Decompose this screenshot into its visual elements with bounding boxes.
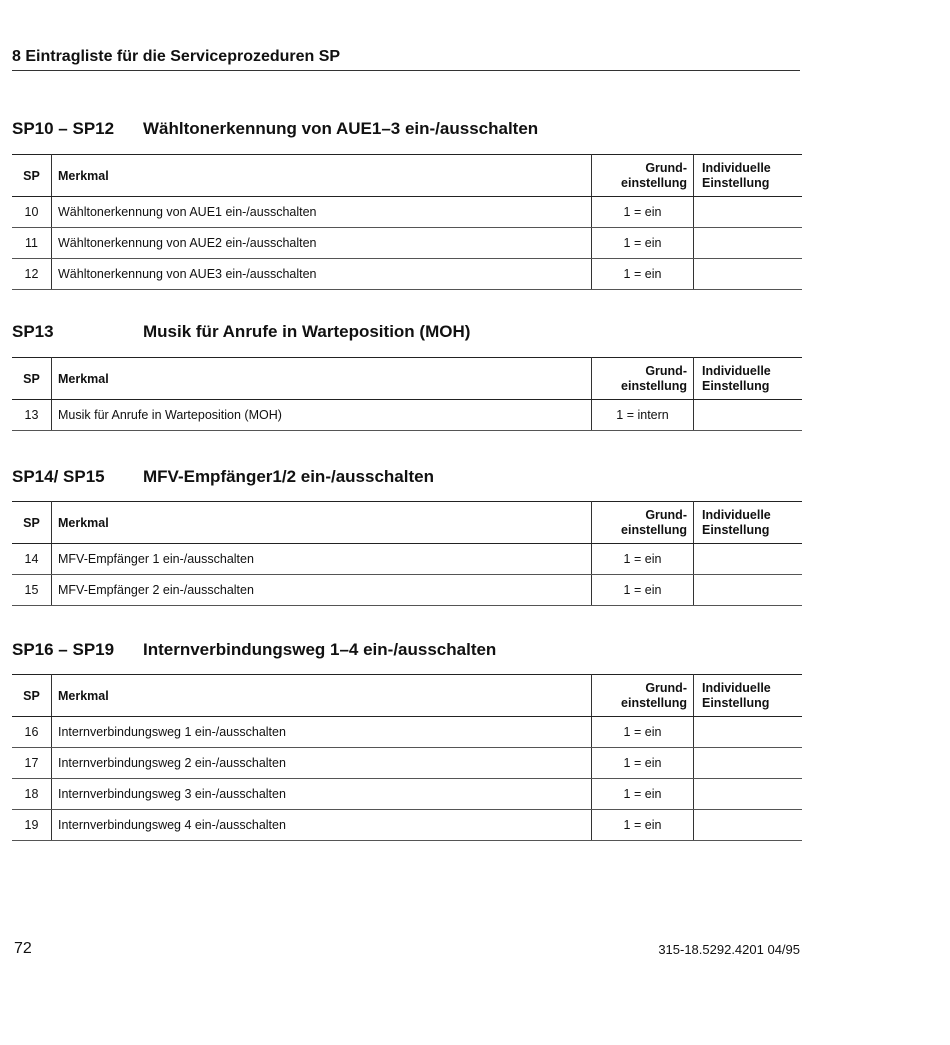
cell-sp: 10 <box>12 197 52 228</box>
table-row <box>12 748 802 779</box>
cell-sp: 18 <box>12 779 52 810</box>
section-title <box>12 119 802 143</box>
table-header-row <box>12 155 802 197</box>
cell-individuelle-einstellung[interactable] <box>694 400 803 431</box>
section-name: Musik für Anrufe in Warteposition (MOH) <box>143 322 471 341</box>
cell-individuelle-einstellung[interactable] <box>694 810 803 841</box>
cell-sp: 19 <box>12 810 52 841</box>
table-row <box>12 779 802 810</box>
section-code: SP13 <box>12 322 54 341</box>
col-header-grundeinstellung: Grund- einstellung <box>592 155 694 197</box>
cell-merkmal: Wähltonerkennung von AUE2 ein-/ausschalten <box>52 228 592 259</box>
table-header-row <box>12 358 802 400</box>
settings-table <box>12 154 802 290</box>
section-title <box>12 322 802 346</box>
table-row <box>12 575 802 606</box>
cell-merkmal: Internverbindungsweg 2 ein-/ausschalten <box>52 748 592 779</box>
cell-individuelle-einstellung[interactable] <box>694 259 803 290</box>
col-header-individuelle: Individuelle Einstellung <box>694 675 803 717</box>
col-header-sp: SP <box>12 358 52 400</box>
cell-sp: 14 <box>12 544 52 575</box>
section-title <box>12 640 802 664</box>
section-code: SP16 – SP19 <box>12 640 115 659</box>
section-sp14-sp15 <box>12 467 802 606</box>
section-sp13 <box>12 322 802 431</box>
col-header-merkmal: Merkmal <box>52 155 592 197</box>
cell-sp: 11 <box>12 228 52 259</box>
cell-merkmal: Musik für Anrufe in Warteposition (MOH) <box>52 400 592 431</box>
cell-grundeinstellung: 1 = ein <box>592 779 694 810</box>
cell-sp: 12 <box>12 259 52 290</box>
col-header-merkmal: Merkmal <box>52 675 592 717</box>
table-row <box>12 259 802 290</box>
section-name: Wähltonerkennung von AUE1–3 ein-/ausschalten <box>143 119 539 138</box>
cell-grundeinstellung: 1 = ein <box>592 810 694 841</box>
cell-individuelle-einstellung[interactable] <box>694 779 803 810</box>
settings-table <box>12 501 802 606</box>
cell-grundeinstellung: 1 = ein <box>592 228 694 259</box>
col-header-grundeinstellung: Grund- einstellung <box>592 358 694 400</box>
table-header-row <box>12 675 802 717</box>
cell-merkmal: Wähltonerkennung von AUE3 ein-/ausschalten <box>52 259 592 290</box>
table-row <box>12 197 802 228</box>
cell-merkmal: Internverbindungsweg 4 ein-/ausschalten <box>52 810 592 841</box>
cell-merkmal: MFV-Empfänger 2 ein-/ausschalten <box>52 575 592 606</box>
col-header-sp: SP <box>12 675 52 717</box>
col-header-individuelle: Individuelle Einstellung <box>694 358 803 400</box>
table-row <box>12 810 802 841</box>
section-name: MFV-Empfänger1/2 ein-/ausschalten <box>143 467 434 486</box>
cell-individuelle-einstellung[interactable] <box>694 544 803 575</box>
table-row <box>12 400 802 431</box>
table-row <box>12 544 802 575</box>
cell-sp: 13 <box>12 400 52 431</box>
cell-merkmal: Internverbindungsweg 3 ein-/ausschalten <box>52 779 592 810</box>
cell-individuelle-einstellung[interactable] <box>694 717 803 748</box>
section-name: Internverbindungsweg 1–4 ein-/ausschalten <box>143 640 497 659</box>
settings-table <box>12 674 802 841</box>
section-title <box>12 467 802 491</box>
cell-sp: 17 <box>12 748 52 779</box>
section-sp16-sp19 <box>12 640 802 841</box>
cell-grundeinstellung: 1 = ein <box>592 717 694 748</box>
cell-individuelle-einstellung[interactable] <box>694 748 803 779</box>
cell-grundeinstellung: 1 = ein <box>592 259 694 290</box>
col-header-grundeinstellung: Grund- einstellung <box>592 675 694 717</box>
cell-grundeinstellung: 1 = ein <box>592 544 694 575</box>
document-code: 315-18.5292.4201 04/95 <box>658 942 800 957</box>
cell-grundeinstellung: 1 = ein <box>592 748 694 779</box>
cell-merkmal: Internverbindungsweg 1 ein-/ausschalten <box>52 717 592 748</box>
table-row <box>12 228 802 259</box>
col-header-merkmal: Merkmal <box>52 358 592 400</box>
section-code: SP10 – SP12 <box>12 119 115 138</box>
table-row <box>12 717 802 748</box>
col-header-individuelle: Individuelle Einstellung <box>694 155 803 197</box>
col-header-grundeinstellung: Grund- einstellung <box>592 502 694 544</box>
col-header-individuelle: Individuelle Einstellung <box>694 502 803 544</box>
page-header: 8 Eintragliste für die Serviceprozeduren SP <box>12 48 800 71</box>
settings-table <box>12 357 802 431</box>
section-code: SP14/ SP15 <box>12 467 105 486</box>
cell-grundeinstellung: 1 = ein <box>592 575 694 606</box>
col-header-merkmal: Merkmal <box>52 502 592 544</box>
section-sp10-sp12 <box>12 119 802 290</box>
page-number: 72 <box>14 940 32 957</box>
col-header-sp: SP <box>12 155 52 197</box>
cell-individuelle-einstellung[interactable] <box>694 197 803 228</box>
col-header-sp: SP <box>12 502 52 544</box>
cell-grundeinstellung: 1 = ein <box>592 197 694 228</box>
cell-merkmal: MFV-Empfänger 1 ein-/ausschalten <box>52 544 592 575</box>
cell-individuelle-einstellung[interactable] <box>694 575 803 606</box>
cell-sp: 16 <box>12 717 52 748</box>
table-header-row <box>12 502 802 544</box>
cell-individuelle-einstellung[interactable] <box>694 228 803 259</box>
cell-merkmal: Wähltonerkennung von AUE1 ein-/ausschalten <box>52 197 592 228</box>
cell-sp: 15 <box>12 575 52 606</box>
cell-grundeinstellung: 1 = intern <box>592 400 694 431</box>
